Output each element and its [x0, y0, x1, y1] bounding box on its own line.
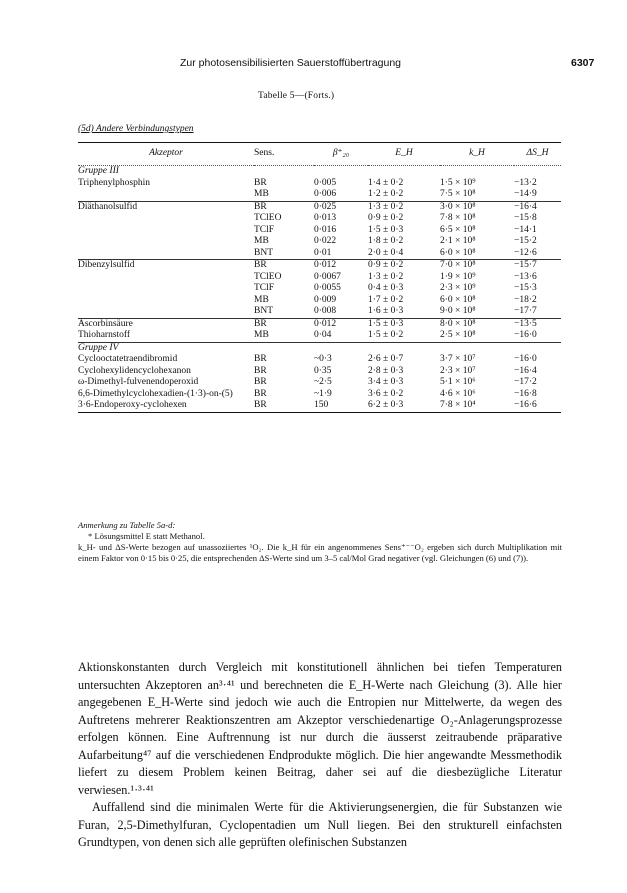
akzeptor-cell: 6,6-Dimethylcyclohexadien-(1·3)-on-(5) [78, 388, 233, 399]
group-heading: Gruppe III [78, 166, 119, 176]
table-row [78, 225, 561, 237]
sens-cell: BR [254, 377, 267, 387]
eh-cell: 1·3 ± 0·2 [368, 271, 404, 282]
beta-cell: 0·0067 [314, 271, 341, 282]
sens-cell: BNT [254, 247, 273, 258]
kh-cell: 5·1 × 10⁶ [440, 377, 476, 387]
sens-cell: TClEO [254, 271, 282, 282]
page-number: 6307 [571, 57, 595, 69]
akzeptor-cell [78, 248, 254, 260]
beta-cell: 0·013 [314, 213, 337, 223]
kh-cell: 2·1 × 10⁸ [440, 236, 476, 246]
akzeptor-cell: ω-Dimethyl-fulvenendoperoxid [78, 377, 199, 387]
notes-body: k_H- und ΔS-Werte bezogen auf unassoziiertes ¹O₂. Die k_H für ein angenommenes Sens⁺⁻⁻O₂ ergeben sich durch Multiplikation mit einem Faktor von 0·15 bis 0·25, die entsprechenden ΔS-Werte sind um 3–5 cal/Mol Grad negativer (vgl. Gleichungen (6) und (7)). [78, 542, 562, 563]
group-heading-row [78, 342, 561, 354]
beta-cell: 0·016 [314, 224, 337, 235]
column-header: ΔS_H [514, 143, 561, 166]
table-row [78, 400, 561, 412]
kh-cell: 7·8 × 10⁸ [440, 213, 476, 223]
beta-cell: 0·0055 [314, 283, 341, 293]
sens-cell: BNT [254, 306, 273, 316]
akzeptor-cell: Cyclooctatetraendibromid [78, 354, 178, 364]
table-row [78, 213, 561, 225]
eh-cell: 1·5 ± 0·2 [368, 330, 404, 340]
eh-cell: 1·4 ± 0·2 [368, 177, 404, 188]
eh-cell: 3·6 ± 0·2 [368, 388, 404, 399]
akzeptor-cell [78, 189, 254, 201]
akzeptor-cell [78, 225, 254, 237]
ds-cell: −16·6 [514, 400, 561, 412]
akzeptor-cell: Ascorbinsäure [78, 318, 254, 330]
eh-cell: 0·9 ± 0·2 [368, 260, 440, 272]
table-row [78, 189, 561, 201]
beta-cell: 0·35 [314, 365, 332, 376]
ds-cell: −16·0 [514, 330, 537, 340]
kh-cell: 6·0 × 10⁸ [440, 294, 476, 305]
ds-cell: −13·2 [514, 177, 537, 188]
body-text [78, 659, 562, 852]
ds-cell: −15·2 [514, 236, 537, 246]
kh-cell: 7·8 × 10⁴ [440, 400, 514, 412]
eh-cell: 2·0 ± 0·4 [368, 247, 404, 258]
eh-cell: 2·6 ± 0·7 [368, 354, 404, 364]
beta-cell: 0·005 [314, 177, 337, 188]
beta-cell: 0·01 [314, 247, 332, 258]
sens-cell: MB [254, 294, 269, 305]
eh-cell: 1·6 ± 0·3 [368, 306, 404, 316]
ds-cell: −18·2 [514, 294, 537, 305]
group-heading: Gruppe IV [78, 342, 561, 354]
kh-cell: 8·0 × 10⁸ [440, 318, 514, 330]
table-notes [78, 520, 562, 564]
beta-cell: 0·04 [314, 330, 332, 340]
notes-footnote: * Lösungsmittel E statt Methanol. [88, 531, 205, 541]
kh-cell: 2·3 × 10⁷ [440, 365, 476, 376]
eh-cell: 1·7 ± 0·2 [368, 294, 404, 305]
table-row [78, 389, 561, 401]
table-row [78, 248, 561, 260]
table-row [78, 330, 561, 342]
ds-cell: −13·6 [514, 271, 537, 282]
akzeptor-cell: Thioharnstoff [78, 330, 131, 340]
kh-cell: 1·5 × 10⁹ [440, 177, 476, 188]
sens-cell: BR [254, 201, 314, 213]
kh-cell: 9·0 × 10⁸ [440, 306, 476, 316]
sens-cell: BR [254, 318, 314, 330]
beta-cell: 0·006 [314, 189, 337, 199]
kh-cell: 2·5 × 10⁸ [440, 330, 476, 340]
beta-cell: 150 [314, 400, 368, 412]
notes-heading: Anmerkung zu Tabelle 5a-d: [78, 520, 176, 530]
beta-cell: 0·022 [314, 236, 337, 246]
table-body [78, 166, 561, 413]
beta-cell: ~0·3 [314, 354, 332, 364]
table-row [78, 236, 561, 248]
kh-cell: 3·0 × 10⁸ [440, 201, 514, 213]
beta-cell: 0·012 [314, 260, 368, 272]
ds-cell: −15·3 [514, 283, 537, 293]
sens-cell: TClF [254, 224, 275, 235]
sens-cell: TClF [254, 283, 275, 293]
kh-cell: 7·0 × 10⁸ [440, 260, 514, 272]
table-title: Tabelle 5—(Forts.) [258, 91, 335, 101]
ds-cell: −14·1 [514, 224, 537, 235]
sens-cell: BR [254, 388, 267, 399]
table-row [78, 260, 561, 272]
beta-cell: 0·025 [314, 201, 368, 213]
eh-cell: 3·4 ± 0·3 [368, 377, 404, 387]
kh-cell: 7·5 × 10⁸ [440, 189, 476, 199]
ds-cell: −15·8 [514, 213, 537, 223]
kh-cell: 2·3 × 10⁹ [440, 283, 476, 293]
paragraph: Auffallend sind die minimalen Werte für die Aktivierungsenergien, die für Substanzen wie Furan, 2,5-Dimethylfuran, Cyclopentadien um Null liegen. Bei den strukturell einfachsten Grundtypen, von denen sich alle geprüften olefinischen Substanzen [78, 800, 562, 849]
akzeptor-cell [78, 283, 254, 295]
sens-cell: TClEO [254, 213, 282, 223]
column-header: β⁺₂₀ [314, 143, 368, 166]
ds-cell: −16·4 [514, 365, 537, 376]
akzeptor-cell: 3·6-Endoperoxy-cyclohexen [78, 400, 254, 412]
column-header: Sens. [254, 143, 314, 166]
ds-cell: −16·4 [514, 201, 561, 213]
table-row [78, 178, 561, 190]
akzeptor-cell: Cyclohexylidencyclohexanon [78, 365, 191, 376]
beta-cell: 0·009 [314, 294, 337, 305]
table-row [78, 377, 561, 389]
column-header: E_H [368, 143, 440, 166]
eh-cell: 2·8 ± 0·3 [368, 365, 404, 376]
ds-cell: −13·5 [514, 318, 561, 330]
table-row [78, 272, 561, 284]
beta-cell: ~1·9 [314, 388, 332, 399]
eh-cell: 6·2 ± 0·3 [368, 400, 440, 412]
table-row [78, 283, 561, 295]
table-row [78, 306, 561, 318]
paragraph: Aktionskonstanten durch Vergleich mit konstitutionell ähnlichen bei tiefen Temperaturen untersuchten Akzeptoren an³·⁴¹ und berechneten die E_H-Werte nach Gleichung (3). Alle hier angegebenen E_H-Werte sind jedoch wie auch die Entropien nur Mittelwerte, da wegen des Auftretens mehrerer Reaktionszentren am Akzeptor verschiedenartige O₂-Anlagerungsprozesse erfolgen können. Eine Auftrennung ist nur durch die äusserst zeitraubende präparative Aufarbeitung⁴⁷ auf die verschiedenen Endprodukte möglich. Die hier angewandte Messmethodik liefert zu diesem Problem keinen Beitrag, daher sei auf die diesbezügliche Literatur verwiesen.¹·³·⁴¹ [78, 660, 562, 797]
akzeptor-cell [78, 295, 254, 307]
sens-cell: BR [254, 177, 267, 188]
kh-cell: 3·7 × 10⁷ [440, 354, 476, 364]
table-row [78, 201, 561, 213]
sens-cell: MB [254, 189, 269, 199]
eh-cell: 1·8 ± 0·2 [368, 236, 404, 246]
column-header: Akzeptor [78, 143, 254, 166]
running-title: Zur photosensibilisierten Sauerstoffübertragung [180, 57, 402, 69]
ds-cell: −15·7 [514, 260, 561, 272]
kh-cell: 1·9 × 10⁹ [440, 271, 476, 282]
ds-cell: −16·8 [514, 388, 537, 399]
data-table [78, 142, 561, 413]
section-caption: (5d) Andere Verbindungstypen [78, 124, 194, 134]
table-row [78, 366, 561, 378]
akzeptor-cell: Dibenzylsulfid [78, 260, 254, 272]
beta-cell: 0·008 [314, 306, 337, 316]
eh-cell: 0·9 ± 0·2 [368, 213, 404, 223]
eh-cell: 1·2 ± 0·2 [368, 189, 404, 199]
eh-cell: 1·3 ± 0·2 [368, 201, 440, 213]
sens-cell: MB [254, 330, 269, 340]
ds-cell: −17·7 [514, 306, 537, 316]
sens-cell: BR [254, 365, 267, 376]
kh-cell: 6·5 × 10⁸ [440, 224, 476, 235]
sens-cell: BR [254, 260, 314, 272]
akzeptor-cell: Triphenylphosphin [78, 177, 150, 188]
akzeptor-cell [78, 272, 254, 284]
table-row [78, 318, 561, 330]
eh-cell: 1·5 ± 0·3 [368, 318, 440, 330]
table-header-row [78, 143, 561, 166]
ds-cell: −17·2 [514, 377, 537, 387]
ds-cell: −16·0 [514, 354, 537, 364]
akzeptor-cell: Diäthanolsulfid [78, 201, 254, 213]
table-row [78, 295, 561, 307]
ds-cell: −14·9 [514, 189, 537, 199]
akzeptor-cell [78, 306, 254, 318]
eh-cell: 0·4 ± 0·3 [368, 283, 404, 293]
beta-cell: 0·012 [314, 318, 368, 330]
column-header: k_H [440, 143, 514, 166]
akzeptor-cell [78, 236, 254, 248]
group-heading-row [78, 166, 561, 178]
sens-cell: BR [254, 400, 314, 412]
sens-cell: BR [254, 354, 267, 364]
kh-cell: 6·0 × 10⁸ [440, 247, 476, 258]
sens-cell: MB [254, 236, 269, 246]
kh-cell: 4·6 × 10⁶ [440, 388, 476, 399]
akzeptor-cell [78, 213, 254, 225]
table-row [78, 354, 561, 366]
ds-cell: −12·6 [514, 247, 537, 258]
eh-cell: 1·5 ± 0·3 [368, 224, 404, 235]
beta-cell: ~2·5 [314, 377, 332, 387]
